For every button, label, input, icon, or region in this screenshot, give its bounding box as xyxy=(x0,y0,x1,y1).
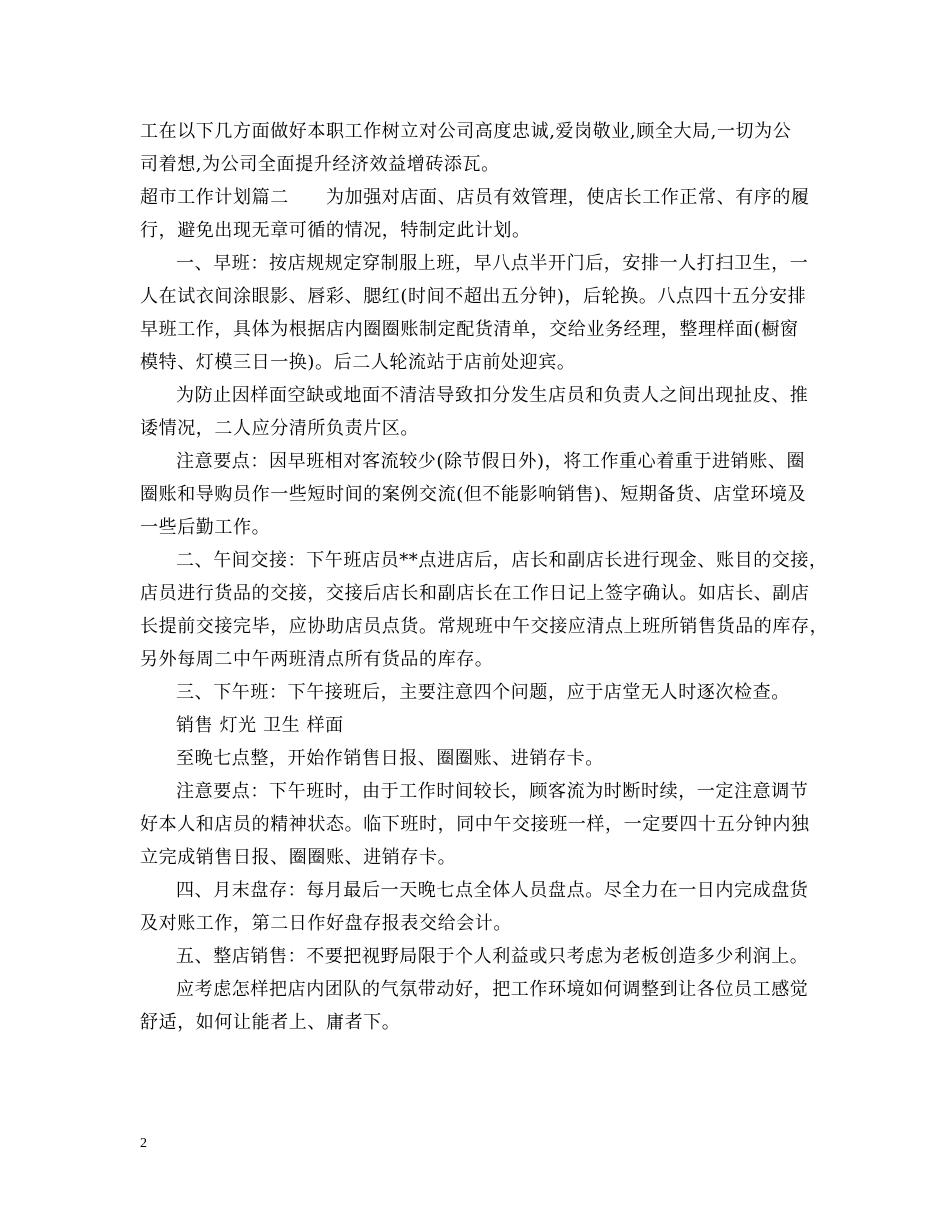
text-line: 模特、灯模三日一换)。后二人轮流站于店前处迎宾。 xyxy=(140,352,576,373)
text-line: 立完成销售日报、圈圈账、进销存卡。 xyxy=(140,847,457,868)
text-line: 司着想,为公司全面提升经济效益增砖添瓦。 xyxy=(140,154,500,175)
text-line: 圈账和导购员作一些短时间的案例交流(但不能影响销售)、短期备货、店堂环境及 xyxy=(140,484,807,505)
text-line: 三、下午班：下午接班后，主要注意四个问题，应于店堂无人时逐次检查。 xyxy=(176,682,790,703)
text-line: 长提前交接完毕，应协助店员点货。常规班中午交接应清点上班所销售货品的库存， xyxy=(140,616,829,637)
text-line: 五、整店销售：不要把视野局限于个人利益或只考虑为老板创造多少利润上。 xyxy=(176,946,809,967)
text-line: 好本人和店员的精神状态。临下班时，同中午交接班一样，一定要四十五分钟内独 xyxy=(140,814,810,835)
text-line: 店员进行货品的交接，交接后店长和副店长在工作日记上签字确认。如店长、副店 xyxy=(140,583,810,604)
page-number: 2 xyxy=(140,1136,147,1151)
text-line: 诿情况，二人应分清所负责片区。 xyxy=(140,418,419,439)
text-line: 注意要点：因早班相对客流较少(除节假日外)，将工作重心着重于进销账、圈 xyxy=(176,451,806,472)
text-line: 应考虑怎样把店内团队的气氛带动好，把工作环境如何调整到让各位员工感觉 xyxy=(176,979,809,1000)
text-line: 一、早班：按店规规定穿制服上班，早八点半开门后，安排一人打扫卫生，一 xyxy=(176,253,809,274)
text-line: 另外每周二中午两班清点所有货品的库存。 xyxy=(140,649,494,670)
text-line: 至晚七点整，开始作销售日报、圈圈账、进销存卡。 xyxy=(176,748,604,769)
text-line: 超市工作计划篇二 为加强对店面、店员有效管理，使店长工作正常、有序的履 xyxy=(140,187,810,208)
text-line: 销售 灯光 卫生 样面 xyxy=(176,715,344,736)
text-line: 为防止因样面空缺或地面不清洁导致扣分发生店员和负责人之间出现扯皮、推 xyxy=(176,385,809,406)
text-line: 一些后勤工作。 xyxy=(140,517,271,538)
text-line: 早班工作，具体为根据店内圈圈账制定配货清单，交给业务经理，整理样面(橱窗 xyxy=(140,319,799,340)
text-line: 二、午间交接：下午班店员**点进店后，店长和副店长进行现金、账目的交接， xyxy=(176,550,828,571)
text-line: 人在试衣间涂眼影、唇彩、腮红(时间不超出五分钟)，后轮换。八点四十五分安排 xyxy=(140,286,807,307)
text-line: 四、月末盘存：每月最后一天晚七点全体人员盘点。尽全力在一日内完成盘货 xyxy=(176,880,809,901)
document-body xyxy=(140,115,829,1039)
text-line: 工在以下几方面做好本职工作树立对公司高度忠诚,爱岗敬业,顾全大局,一切为公 xyxy=(140,121,792,142)
text-line: 舒适，如何让能者上、庸者下。 xyxy=(140,1012,401,1033)
text-line: 注意要点：下午班时，由于工作时间较长，顾客流为时断时续，一定注意调节 xyxy=(176,781,809,802)
text-line: 行，避免出现无章可循的情况，特制定此计划。 xyxy=(140,220,531,241)
text-line: 及对账工作，第二日作好盘存报表交给会计。 xyxy=(140,913,512,934)
